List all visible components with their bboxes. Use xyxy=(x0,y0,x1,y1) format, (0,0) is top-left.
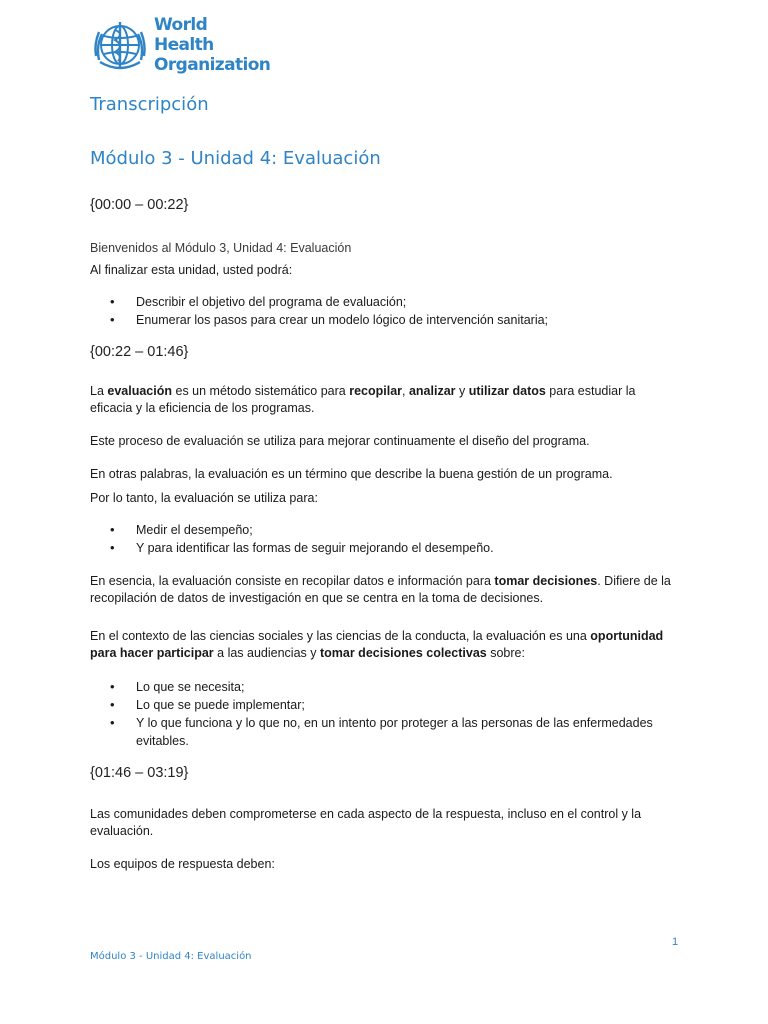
topics-list xyxy=(90,678,680,750)
document-subtitle: Módulo 3 - Unidad 4: Evaluación xyxy=(90,148,381,169)
list-item: • Medir el desempeño; xyxy=(136,521,680,539)
context-paragraph: En el contexto de las ciencias sociales y las ciencias de la conducta, la evaluación es una oportunidad para hacer participar a las audiencias y tomar decisiones colectivas sobre: xyxy=(90,629,664,660)
intro-text: Al finalizar esta unidad, usted podrá: xyxy=(90,263,293,277)
page-number: 1 xyxy=(672,936,679,948)
who-emblem-icon xyxy=(90,16,150,74)
list-item: • Enumerar los pasos para crear un modelo lógico de intervención sanitaria; xyxy=(136,311,680,329)
therefore-paragraph: Por lo tanto, la evaluación se utiliza para: xyxy=(90,491,318,505)
teams-paragraph: Los equipos de respuesta deben: xyxy=(90,857,275,871)
list-item: • Lo que se necesita; xyxy=(136,678,680,696)
who-logo xyxy=(90,16,270,74)
who-logo-line2: Organization xyxy=(154,55,271,75)
list-item: • Y lo que funciona y lo que no, en un intento por proteger a las personas de las enfermedades evitables. xyxy=(136,714,680,750)
essence-paragraph: En esencia, la evaluación consiste en recopilar datos e información para tomar decisiones. Difiere de la recopilación de datos de investigación en que se centra en la toma de decisiones. xyxy=(90,574,671,605)
timestamp-3: {01:46 – 03:19} xyxy=(90,765,189,781)
communities-paragraph: Las comunidades deben comprometerse en cada aspecto de la respuesta, incluso en el control y la evaluación. xyxy=(90,807,642,838)
uses-list xyxy=(90,521,680,557)
definition-paragraph: La evaluación es un método sistemático para recopilar, analizar y utilizar datos para estudiar la eficacia y la eficiencia de los programas. xyxy=(90,384,636,415)
other-words-paragraph: En otras palabras, la evaluación es un término que describe la buena gestión de un programa. xyxy=(90,467,613,481)
who-logo-line1: World Health xyxy=(154,15,214,55)
page-footer: Módulo 3 - Unidad 4: Evaluación xyxy=(90,951,252,962)
list-item: • Describir el objetivo del programa de evaluación; xyxy=(136,293,680,311)
list-item: • Lo que se puede implementar; xyxy=(136,696,680,714)
list-item: • Y para identificar las formas de seguir mejorando el desempeño. xyxy=(136,539,680,557)
document-title: Transcripción xyxy=(90,94,209,115)
objectives-list xyxy=(90,293,680,329)
document-body xyxy=(90,92,680,873)
welcome-text: Bienvenidos al Módulo 3, Unidad 4: Evaluación xyxy=(90,241,352,255)
timestamp-2: {00:22 – 01:46} xyxy=(90,344,189,360)
process-paragraph: Este proceso de evaluación se utiliza para mejorar continuamente el diseño del programa. xyxy=(90,434,590,448)
timestamp-1: {00:00 – 00:22} xyxy=(90,197,189,213)
